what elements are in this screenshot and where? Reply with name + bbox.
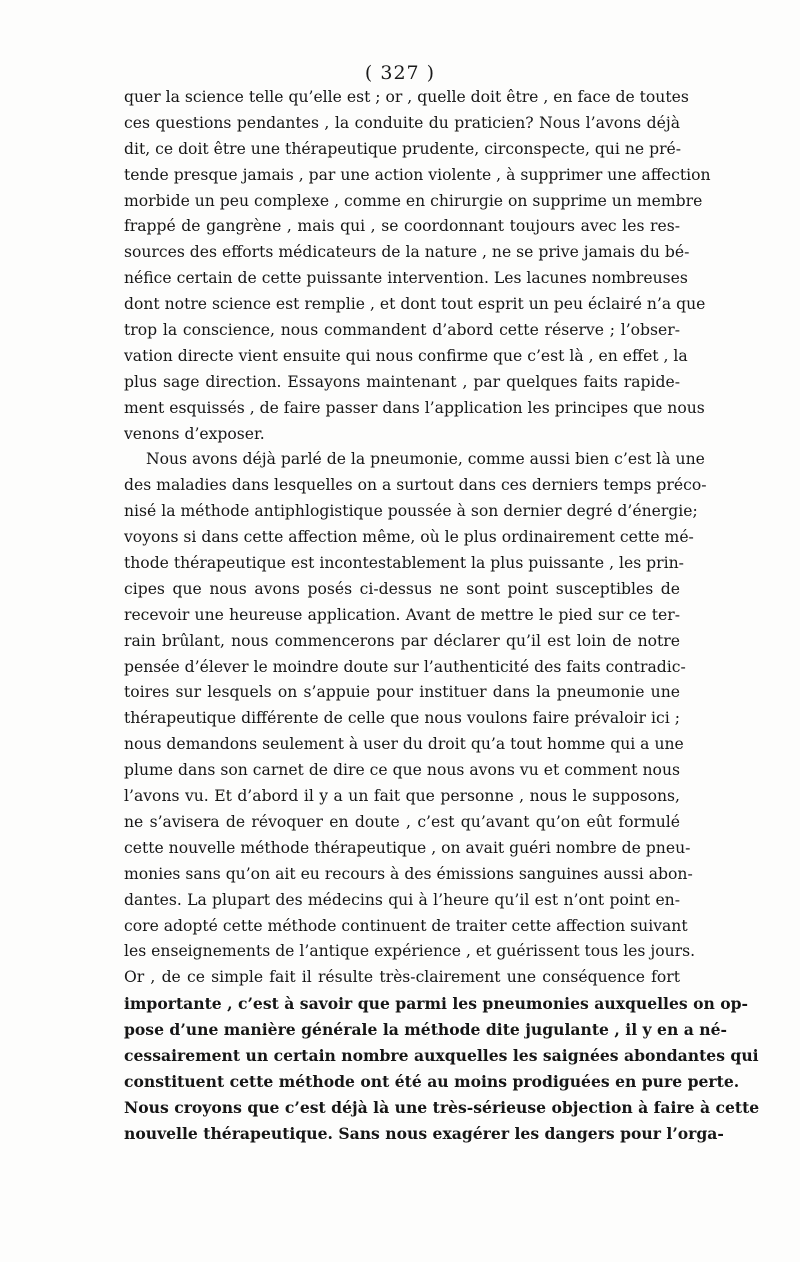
text-line: ment esquissés , de faire passer dans l’application les principes que nous: [124, 398, 705, 417]
text-line: plume dans son carnet de dire ce que nous avons vu et comment nous: [124, 761, 680, 780]
text-line: Nous croyons que c’est déjà là une très-sérieuse objection à faire à cette: [124, 1097, 760, 1117]
text-line: importante , c’est à savoir que parmi les pneumonies auxquelles on op-: [124, 994, 749, 1014]
text-line: thérapeutique différente de celle que nous voulons faire prévaloir ici ;: [124, 709, 680, 728]
text-line: cipes que nous avons posés ci-dessus ne sont point susceptibles de: [124, 579, 680, 598]
text-line: venons d’exposer.: [124, 424, 265, 443]
text-line: ces questions pendantes , la conduite du praticien? Nous l’avons déjà: [124, 113, 680, 132]
text-line: pensée d’élever le moindre doute sur l’authenticité des faits contradic-: [124, 657, 686, 676]
text-line: Or , de ce simple fait il résulte très-clairement une conséquence fort: [124, 968, 680, 987]
paragraph-1: [124, 85, 711, 447]
text-line: pose d’une manière générale la méthode dite jugulante , il y en a né-: [124, 1020, 727, 1040]
paragraph-2: [124, 447, 760, 1146]
text-line: core adopté cette méthode continuent de traiter cette affection suivant: [124, 916, 688, 935]
text-line: ne s’avisera de révoquer en doute , c’est qu’avant qu’on eût formulé: [124, 812, 680, 831]
text-line: dit, ce doit être une thérapeutique prudente, circonspecte, qui ne pré-: [124, 139, 682, 158]
text-line: frappé de gangrène , mais qui , se coordonnant toujours avec les res-: [124, 217, 680, 236]
text-line: rain brûlant, nous commencerons par déclarer qu’il est loin de notre: [124, 631, 680, 650]
text-line: monies sans qu’on ait eu recours à des émissions sanguines aussi abon-: [124, 864, 693, 883]
text-line: sources des efforts médicateurs de la nature , ne se prive jamais du bé-: [124, 243, 690, 262]
text-line: constituent cette méthode ont été au moins prodiguées en pure perte.: [124, 1071, 740, 1091]
text-line: nisé la méthode antiphlogistique poussée à son dernier degré d’énergie;: [124, 502, 698, 521]
text-line: morbide un peu complexe , comme en chirurgie on supprime un membre: [124, 191, 703, 210]
text-line: trop la conscience, nous commandent d’abord cette réserve ; l’obser-: [124, 321, 680, 340]
text-line: recevoir une heureuse application. Avant de mettre le pied sur ce ter-: [124, 605, 680, 624]
text-line: néfice certain de cette puissante intervention. Les lacunes nombreuses: [124, 269, 688, 288]
text-line: voyons si dans cette affection même, où le plus ordinairement cette mé-: [124, 528, 694, 547]
body-text: [124, 85, 760, 1147]
text-line: cette nouvelle méthode thérapeutique , on avait guéri nombre de pneu-: [124, 838, 691, 857]
text-line: thode thérapeutique est incontestablement la plus puissante , les prin-: [124, 554, 684, 573]
text-line: Nous avons déjà parlé de la pneumonie, comme aussi bien c’est là une: [146, 450, 705, 469]
text-line: l’avons vu. Et d’abord il y a un fait que personne , nous le supposons,: [124, 787, 680, 806]
text-line: plus sage direction. Essayons maintenant , par quelques faits rapide-: [124, 372, 680, 391]
text-line: dantes. La plupart des médecins qui à l’heure qu’il est n’ont point en-: [124, 890, 680, 909]
text-line: tende presque jamais , par une action violente , à supprimer une affection: [124, 165, 711, 184]
text-line: vation directe vient ensuite qui nous confirme que c’est là , en effet , la: [124, 346, 688, 365]
text-line: nouvelle thérapeutique. Sans nous exagérer les dangers pour l’orga-: [124, 1123, 724, 1143]
text-line: des maladies dans lesquelles on a surtout dans ces derniers temps préco-: [124, 476, 707, 495]
text-line: dont notre science est remplie , et dont tout esprit un peu éclairé n’a que: [124, 295, 706, 314]
text-line: quer la science telle qu’elle est ; or , quelle doit être , en face de toutes: [124, 88, 689, 106]
text-line: nous demandons seulement à user du droit qu’a tout homme qui a une: [124, 735, 684, 754]
page-number: ( 327 ): [364, 62, 436, 84]
text-line: toires sur lesquels on s’appuie pour instituer dans la pneumonie une: [124, 683, 680, 702]
text-line: cessairement un certain nombre auxquelles les saignées abondantes qui: [124, 1045, 759, 1065]
text-line: les enseignements de l’antique expérience , et guérissent tous les jours.: [124, 942, 696, 961]
